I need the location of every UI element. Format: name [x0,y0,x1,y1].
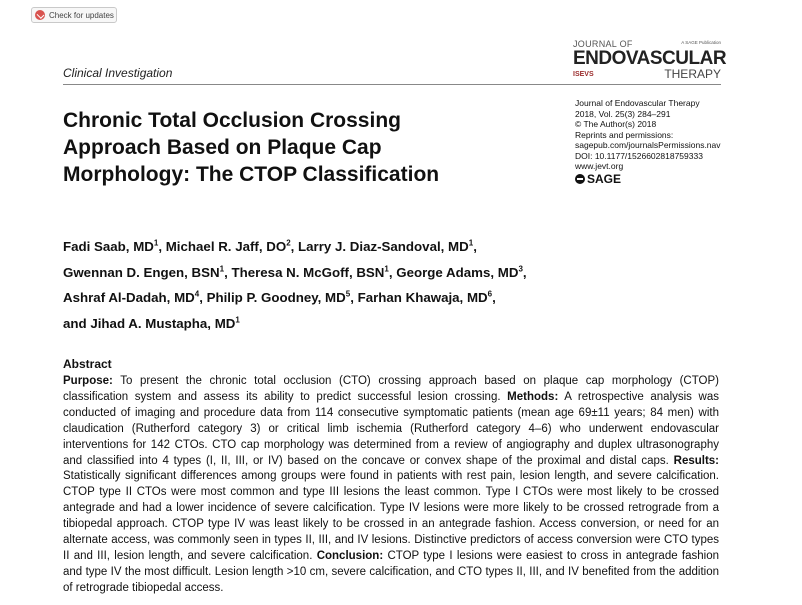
results-label: Results: [673,454,720,467]
check-for-updates-label: Check for updates [49,10,114,20]
title-line: Morphology: The CTOP Classification [63,163,440,186]
conclusion-label: Conclusion: [316,549,384,562]
author: and Jihad A. Mustapha, $MD^1$ [63,315,240,331]
author: Theresa N. McGoff, BSN$^1$, [231,264,397,280]
results-text: Statistically significant differences among groups were found in patients with rest pain, lesion length, and severe calcification. CTOP type II CTOs were most common and type III lesions the least common. Type I CTOs were most likely to be crossed antegrade and had a lower incidence of severe calcification. Type IV lesions were more likely to be crossed retrograde from a tibiopedal approach. CTOP type IV was least likely to be crossed in an antegrade fashion. Access conversion, or need for an alternate access, was commonly seen in types II, III, and IV lesions. Distinctive predictors of access conversion were CTO types II and III, lesion length, and severe calcification. [63,470,719,562]
title-line: Approach Based on Plaque Cap [63,136,382,159]
header-divider [63,84,721,85]
journal-metadata [575,98,785,184]
reprints-label: Reprints and permissions: [575,129,674,140]
society-logo: ISEVS [573,70,594,78]
sage-icon [575,174,585,184]
purpose-label: Purpose: [63,375,113,387]
section-label: Clinical Investigation [63,66,173,80]
journal-website[interactable]: www.jevt.org [575,161,624,171]
abstract-heading: Abstract [63,357,112,371]
author: Ashraf Al-Dadah, $MD^4$, [63,289,207,306]
logo-main-text: ENDOVASCULAR [573,48,727,69]
methods-text: A retrospective analysis was conducted of imaging and procedure data from 114 consecutive symptomatic patients (mean age 69±11 years; 84 men) with claudication (Rutherford category 3) or critical limb ischemia (Rutherford category 4–6) who underwent endovascular interventions for 142 CTOs. CTO cap morphology was determined from a review of angiography and duplex ultrasonography and classified into 4 types (I, II, III, or IV) based on the concave or convex shape of the proximal and distal caps. [63,390,720,467]
sage-logo-text: SAGE [587,171,622,186]
abstract-body [63,374,719,597]
publisher-note: A SAGE Publication [681,40,721,45]
author: George Adams, $MD^3$, [396,264,527,280]
author: Michael R. Jaff, $DO^2$, [165,239,299,255]
doi[interactable]: DOI: 10.1177/1526602818759333 [575,150,703,161]
methods-label: Methods: [507,390,559,403]
volume-info: 2018, Vol. 25(3) 284–291 [575,108,671,119]
sage-logo [575,171,785,186]
permissions-link[interactable]: sagepub.com/journalsPermissions.nav [575,140,721,150]
journal-logo [573,39,727,81]
author: Philip P. Goodney, $MD^5$, [206,289,358,306]
author-list [63,233,663,335]
copyright: © The Author(s) 2018 [575,119,657,129]
logo-bottom-text: THERAPY [664,67,721,81]
title-line: Chronic Total Occlusion Crossing [63,109,401,132]
author: Farhan Khawaja, $MD^6$, [357,289,496,306]
purpose-text: To present the chronic total occlusion (CTO) crossing approach based on plaque cap morphology (CTOP) classification system and assess its ability to predict successful lesion crossing. [63,375,719,403]
conclusion-text: CTOP type I lesions were easiest to cross in antegrade fashion and type IV the most difficult. Lesion length >10 cm, severe calcification, and CTO types II, III, and IV benefited from the addition of retrograde tibiopedal access. [63,549,720,594]
check-for-updates-button[interactable] [31,7,117,23]
article-title [63,107,533,188]
logo-top-text: JOURNAL OF [573,39,633,49]
journal-name: Journal of Endovascular Therapy [575,98,700,108]
author: Larry J. Diaz-Sandoval, $MD^1$, [298,239,477,255]
author: Fadi Saab, $MD^1$, [63,239,166,255]
author: Gwennan D. Engen, BSN$^1$, [63,264,232,280]
check-updates-icon [35,10,45,20]
